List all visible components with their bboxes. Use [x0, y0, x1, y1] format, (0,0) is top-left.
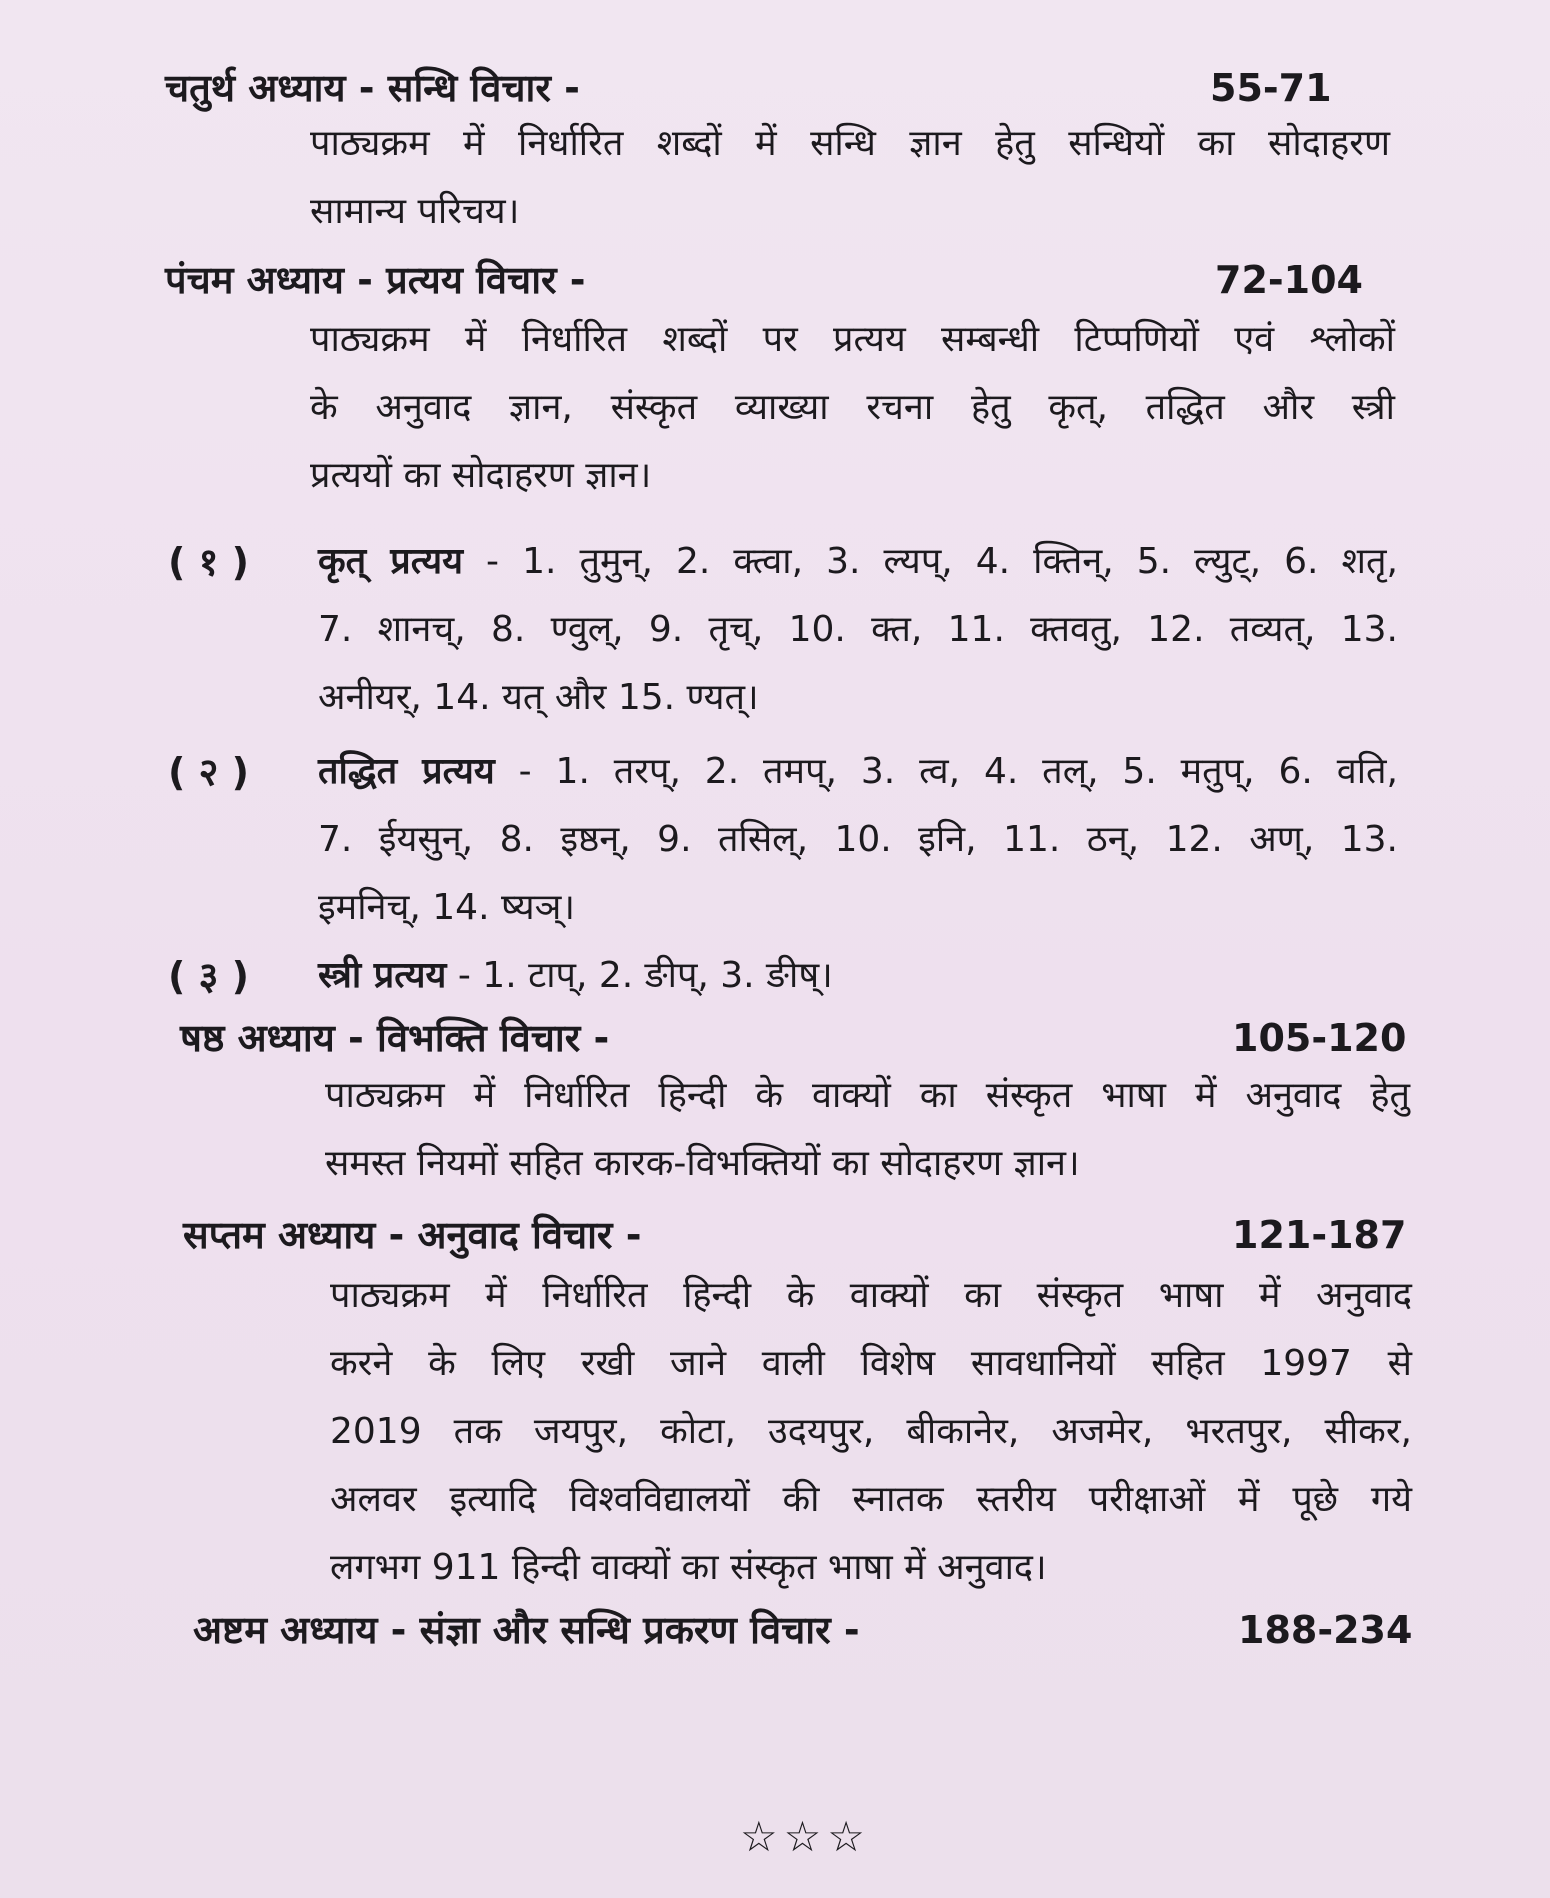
star-ornament-icon: ☆☆☆	[740, 1812, 871, 1861]
suffix-line	[318, 528, 1398, 596]
description-line: करने के लिए रखी जाने वाली विशेष सावधानियों सहित 1997 से	[330, 1343, 1412, 1384]
description-line: पाठ्यक्रम में निर्धारित हिन्दी के वाक्यों का संस्कृत भाषा में अनुवाद	[330, 1275, 1412, 1316]
suffix-line	[318, 738, 1398, 806]
chapter-heading	[0, 1008, 1550, 1068]
suffix-group-number: ( ३ )	[168, 954, 249, 998]
suffix-group-body	[318, 942, 1398, 1010]
suffix-group-krit	[168, 528, 1398, 732]
chapter-pages: 72-104	[1215, 258, 1363, 302]
suffix-group-stri	[168, 942, 1398, 1010]
suffix-list-text: - 1. तुमुन्, 2. क्त्वा, 3. ल्यप्, 4. क्तिन्, 5. ल्युट्, 6. शतृ,	[463, 541, 1398, 582]
suffix-group-taddhit	[168, 738, 1398, 942]
suffix-group-label: तद्धित प्रत्यय	[318, 751, 495, 792]
suffix-line: 7. ईयसुन्, 8. इष्ठन्, 9. तसिल्, 10. इनि, 11. ठन्, 12. अण्, 13.	[318, 819, 1398, 860]
suffix-list-text: - 1. टाप्, 2. ङीप्, 3. ङीष्।	[446, 955, 833, 996]
description-line: अलवर इत्यादि विश्वविद्यालयों की स्नातक स्तरीय परीक्षाओं में पूछे गये	[330, 1479, 1412, 1520]
chapter-description	[310, 110, 1390, 246]
description-line: समस्त नियमों सहित कारक-विभक्तियों का सोदाहरण ज्ञान।	[325, 1143, 1080, 1184]
chapter-title: षष्ठ अध्याय - विभक्ति विचार -	[180, 1016, 610, 1060]
suffix-group-number: ( २ )	[168, 750, 249, 794]
chapter-pages: 55-71	[1210, 66, 1332, 110]
suffix-group-body	[318, 738, 1398, 942]
suffix-group-number: ( १ )	[168, 540, 249, 584]
description-line: 2019 तक जयपुर, कोटा, उदयपुर, बीकानेर, अजमेर, भरतपुर, सीकर,	[330, 1411, 1412, 1452]
chapter-title: चतुर्थ अध्याय - सन्धि विचार -	[165, 66, 580, 110]
suffix-line: 7. शानच्, 8. ण्वुल्, 9. तृच्, 10. क्त, 11. क्तवतु, 12. तव्यत्, 13.	[318, 609, 1398, 650]
description-line: प्रत्ययों का सोदाहरण ज्ञान।	[310, 455, 652, 496]
suffix-group-body	[318, 528, 1398, 732]
chapter-heading	[0, 250, 1550, 310]
chapter-pages: 121-187	[1232, 1213, 1407, 1257]
chapter-title: अष्टम अध्याय - संज्ञा और सन्धि प्रकरण विचार -	[193, 1608, 860, 1652]
chapter-description	[325, 1062, 1410, 1198]
chapter-description	[330, 1262, 1412, 1602]
chapter-title: सप्तम अध्याय - अनुवाद विचार -	[183, 1213, 642, 1257]
suffix-line: अनीयर्, 14. यत् और 15. ण्यत्।	[318, 677, 759, 718]
description-line: के अनुवाद ज्ञान, संस्कृत व्याख्या रचना हेतु कृत्, तद्धित और स्त्री	[310, 387, 1395, 428]
description-line: पाठ्यक्रम में निर्धारित शब्दों में सन्धि ज्ञान हेतु सन्धियों का सोदाहरण	[310, 123, 1390, 164]
chapter-pages: 188-234	[1238, 1608, 1413, 1652]
chapter-heading	[0, 1205, 1550, 1265]
chapter-pages: 105-120	[1232, 1016, 1407, 1060]
description-line: पाठ्यक्रम में निर्धारित हिन्दी के वाक्यों का संस्कृत भाषा में अनुवाद हेतु	[325, 1075, 1410, 1116]
description-line: पाठ्यक्रम में निर्धारित शब्दों पर प्रत्यय सम्बन्धी टिप्पणियों एवं श्लोकों	[310, 319, 1395, 360]
description-line: सामान्य परिचय।	[310, 191, 520, 232]
suffix-line: इमनिच्, 14. ष्यञ्।	[318, 887, 575, 928]
chapter-heading	[0, 58, 1550, 118]
chapter-description	[310, 306, 1395, 510]
suffix-list-text: - 1. तरप्, 2. तमप्, 3. त्व, 4. तल्, 5. मतुप्, 6. वति,	[494, 751, 1398, 792]
description-line: लगभग 911 हिन्दी वाक्यों का संस्कृत भाषा में अनुवाद।	[330, 1547, 1047, 1588]
suffix-group-label: स्त्री प्रत्यय	[318, 955, 447, 996]
suffix-group-label: कृत् प्रत्यय	[318, 541, 463, 582]
suffix-line	[318, 942, 1398, 1010]
chapter-title: पंचम अध्याय - प्रत्यय विचार -	[165, 258, 586, 302]
chapter-heading	[0, 1600, 1550, 1660]
